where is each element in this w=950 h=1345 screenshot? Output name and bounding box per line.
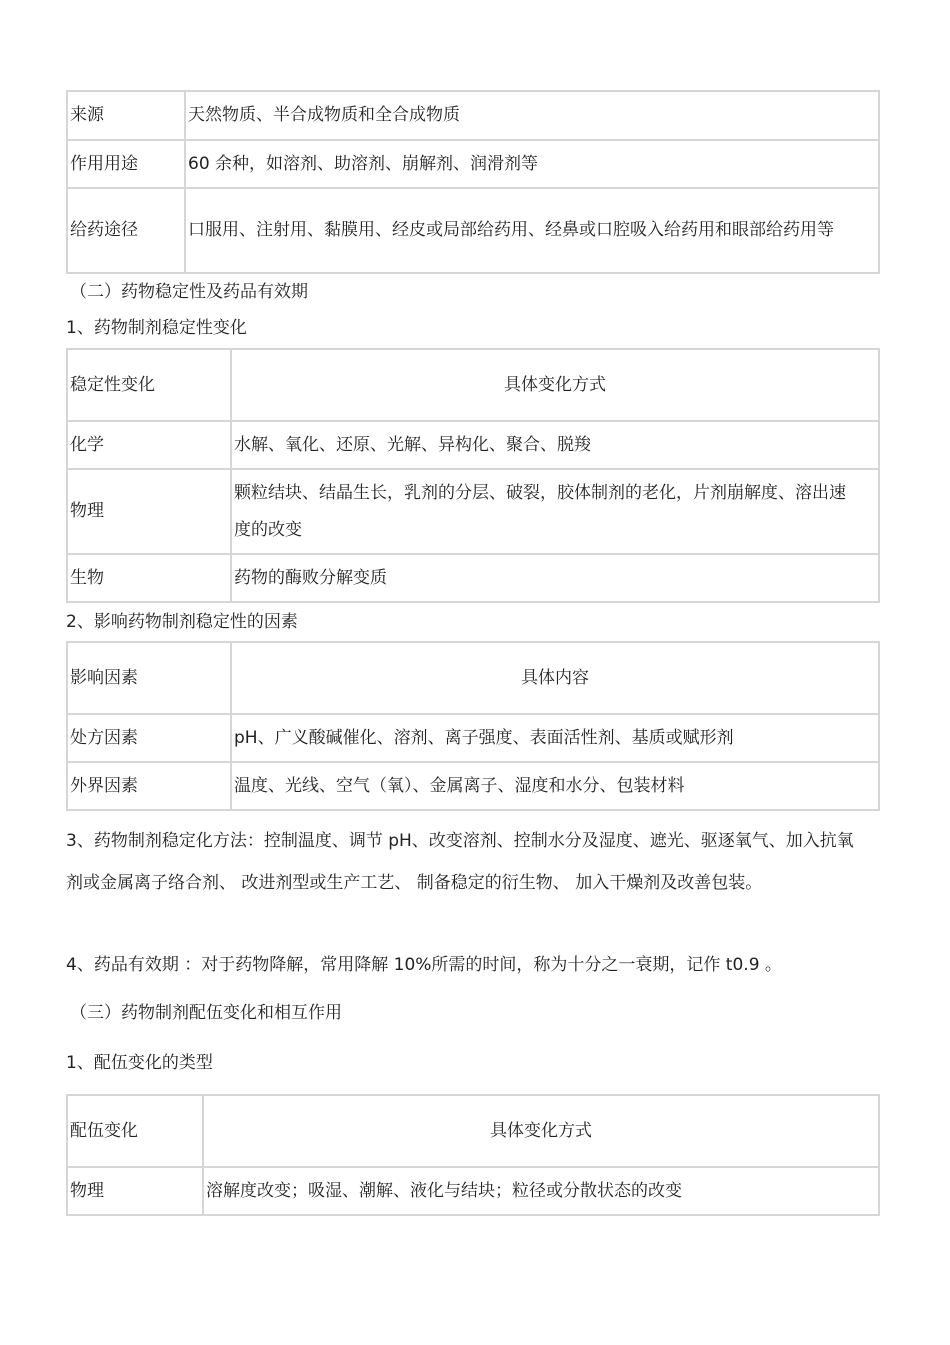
row-label: 化学 <box>67 421 231 469</box>
header-cell: 配伍变化 <box>67 1095 203 1167</box>
header-cell: 影响因素 <box>67 642 231 714</box>
row-value: pH、广义酸碱催化、溶剂、离子强度、表面活性剂、基质或赋形剂 <box>231 714 879 762</box>
row-value: 颗粒结块、结晶生长，乳剂的分层、破裂，胶体制剂的老化，片剂崩解度、溶出速度的改变 <box>231 469 879 554</box>
row-value: 60 余种，如溶剂、助溶剂、崩解剂、润滑剂等 <box>185 140 879 188</box>
header-cell: 具体变化方式 <box>203 1095 879 1167</box>
table-header-row <box>67 642 879 714</box>
row-label: 物理 <box>67 469 231 554</box>
subsection-heading: 1、配伍变化的类型 <box>66 1053 213 1073</box>
table-row <box>67 554 879 602</box>
subsection-heading: 2、影响药物制剂稳定性的因素 <box>66 612 298 632</box>
section-heading: （三）药物制剂配伍变化和相互作用 <box>70 1003 342 1023</box>
table-row <box>67 421 879 469</box>
header-cell: 稳定性变化 <box>67 349 231 421</box>
row-label: 处方因素 <box>67 714 231 762</box>
table-row <box>67 140 879 188</box>
stabilization-paragraph: 3、药物制剂稳定化方法：控制温度、调节 pH、改变溶剂、控制水分及湿度、遮光、驱逐氧气、加入抗氧剂或金属离子络合剂、 改进剂型或生产工艺、 制备稳定的衍生物、 加入干燥剂及改善包装。 <box>66 831 854 893</box>
row-label: 给药途径 <box>67 188 185 273</box>
table-header-row <box>67 1095 879 1167</box>
compatibility-table <box>66 1094 880 1216</box>
header-cell: 具体变化方式 <box>231 349 879 421</box>
row-value: 药物的酶败分解变质 <box>231 554 879 602</box>
stability-table <box>66 348 880 603</box>
table-row <box>67 762 879 810</box>
table-row <box>67 469 879 554</box>
row-label: 外界因素 <box>67 762 231 810</box>
section-heading: （二）药物稳定性及药品有效期 <box>70 282 308 302</box>
row-value: 溶解度改变；吸湿、潮解、液化与结块；粒径或分散状态的改变 <box>203 1167 879 1215</box>
row-label: 来源 <box>67 91 185 140</box>
row-value: 水解、氧化、还原、光解、异构化、聚合、脱羧 <box>231 421 879 469</box>
row-label: 作用用途 <box>67 140 185 188</box>
table-row <box>67 1167 879 1215</box>
table-row <box>67 91 879 140</box>
row-label: 物理 <box>67 1167 203 1215</box>
row-label: 生物 <box>67 554 231 602</box>
shelf-life-paragraph: 4、药品有效期 ：对于药物降解，常用降解 10%所需的时间，称为十分之一衰期，记作 t0.9 。 <box>66 955 782 975</box>
row-value: 温度、光线、空气（氧）、金属离子、湿度和水分、包装材料 <box>231 762 879 810</box>
excipient-table <box>66 90 880 274</box>
factors-table <box>66 641 880 811</box>
table-row <box>67 714 879 762</box>
subsection-heading: 1、药物制剂稳定性变化 <box>66 318 247 338</box>
table-header-row <box>67 349 879 421</box>
row-value: 口服用、注射用、黏膜用、经皮或局部给药用、经鼻或口腔吸入给药用和眼部给药用等 <box>185 188 879 273</box>
row-value: 天然物质、半合成物质和全合成物质 <box>185 91 879 140</box>
header-cell: 具体内容 <box>231 642 879 714</box>
table-row <box>67 188 879 273</box>
